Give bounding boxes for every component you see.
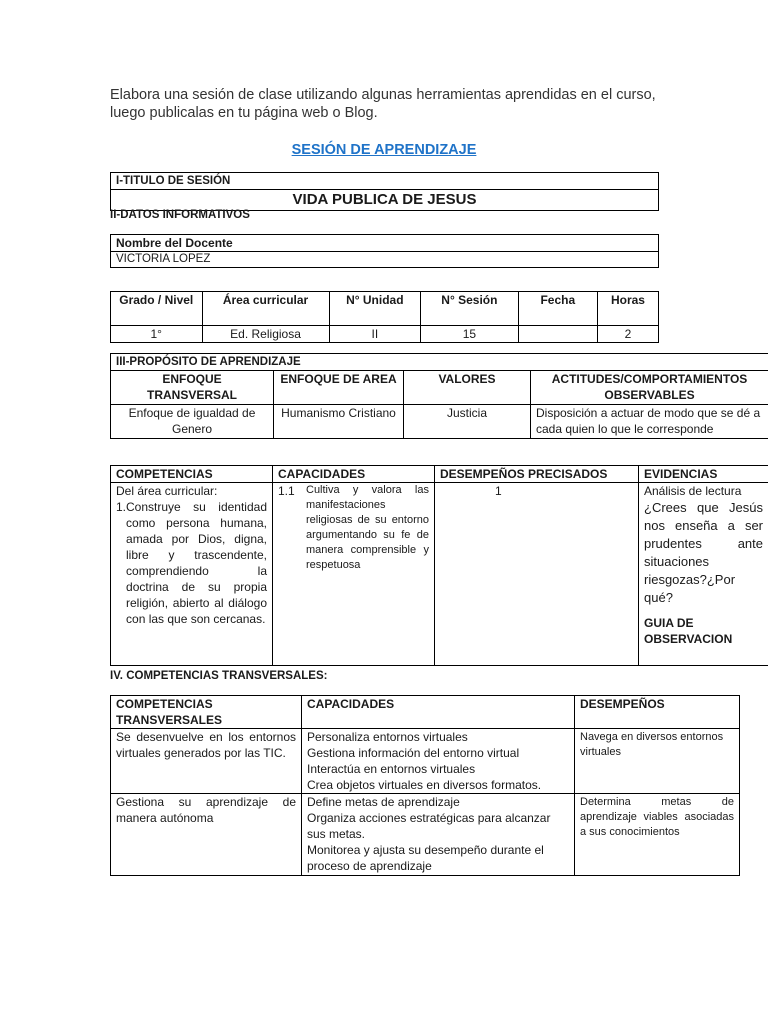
info-header: Área curricular xyxy=(202,292,329,326)
evidencia-question: ¿Crees que Jesús nos enseña a ser prudentes ante situaciones riesgozas?¿Por qué? xyxy=(644,500,763,605)
info-value xyxy=(518,326,597,343)
teacher-name: VICTORIA LOPEZ xyxy=(111,252,659,268)
competencia-cell xyxy=(111,483,273,666)
capacidad-item: Define metas de aprendizaje xyxy=(307,795,460,809)
competencias-header: COMPETENCIAS xyxy=(111,466,273,483)
transversal-capacidades xyxy=(302,794,575,876)
evidencia-guia: GUIA DE OBSERVACION xyxy=(644,616,733,646)
transversales-header: DESEMPEÑOS xyxy=(575,696,740,729)
info-table xyxy=(110,291,659,343)
transversales-header: COMPETENCIAS TRANSVERSALES xyxy=(111,696,302,729)
capacidad-item: Monitorea y ajusta su desempeño durante el proceso de aprendizaje xyxy=(307,843,544,873)
teacher-table xyxy=(110,234,659,268)
competencia-text: Construye su identidad como persona humana, amada por Dios, digna, libre y trascendente, comprendiendo la doctrina de su propia religión, abierto al diálogo con las que son cercanas. xyxy=(126,500,267,626)
session-title-table xyxy=(110,172,659,211)
capacidad-number: 1.1 xyxy=(278,484,295,498)
info-value: II xyxy=(329,326,421,343)
capacidad-text: Cultiva y valora las manifestaciones religiosas de su entorno argumentando su fe de manera comprensible y respetuosa xyxy=(306,484,429,571)
transversales-header: CAPACIDADES xyxy=(302,696,575,729)
info-header: N° Unidad xyxy=(329,292,421,326)
capacidad-item: Organiza acciones estratégicas para alcanzar sus metas. xyxy=(307,811,551,841)
evidencia-cell xyxy=(639,483,768,666)
proposito-header: ENFOQUE TRANSVERSAL xyxy=(111,371,274,405)
competencia-area: Del área curricular: xyxy=(116,484,218,498)
info-value: 1° xyxy=(111,326,203,343)
info-value: 2 xyxy=(597,326,658,343)
info-header: Fecha xyxy=(518,292,597,326)
info-header: Grado / Nivel xyxy=(111,292,203,326)
proposito-header: ENFOQUE DE AREA xyxy=(274,371,404,405)
info-value: 15 xyxy=(421,326,519,343)
competencia-number: 1. xyxy=(116,500,127,514)
competencias-table xyxy=(110,465,768,666)
desempeno-value: 1 xyxy=(495,484,502,498)
transversal-competencia: Se desenvuelve en los entornos virtuales generados por las TIC. xyxy=(111,729,302,794)
desempeno-cell xyxy=(435,483,639,666)
transversal-capacidades xyxy=(302,729,575,794)
transversal-desempeno: Navega en diversos entornos virtuales xyxy=(575,729,740,794)
transversal-desempeno: Determina metas de aprendizaje viables asociadas a sus conocimientos xyxy=(575,794,740,876)
capacidad-item: Gestiona información del entorno virtual xyxy=(307,746,520,760)
enfoque-area: Humanismo Cristiano xyxy=(274,405,404,439)
evidencia-analysis: Análisis de lectura xyxy=(644,484,742,498)
valores: Justicia xyxy=(404,405,531,439)
competencias-header: CAPACIDADES xyxy=(273,466,435,483)
transversal-competencia: Gestiona su aprendizaje de manera autónoma xyxy=(111,794,302,876)
proposito-header: ACTITUDES/COMPORTAMIENTOS OBSERVABLES xyxy=(531,371,768,405)
proposito-label: III-PROPÓSITO DE APRENDIZAJE xyxy=(111,354,768,371)
competencias-header: EVIDENCIAS xyxy=(639,466,768,483)
info-header: N° Sesión xyxy=(421,292,519,326)
transversales-label: IV. COMPETENCIAS TRANSVERSALES: xyxy=(110,670,328,682)
session-title-label: I-TITULO DE SESIÓN xyxy=(111,173,659,190)
session-title-value: VIDA PUBLICA DE JESUS xyxy=(111,190,659,211)
actitudes: Disposición a actuar de modo que se dé a cada quien lo que le corresponde xyxy=(531,405,768,439)
capacidad-cell xyxy=(273,483,435,666)
enfoque-transversal: Enfoque de igualdad de Genero xyxy=(111,405,274,439)
proposito-table xyxy=(110,353,768,439)
competencias-header: DESEMPEÑOS PRECISADOS xyxy=(435,466,639,483)
proposito-header: VALORES xyxy=(404,371,531,405)
teacher-label: Nombre del Docente xyxy=(111,235,659,252)
info-header: Horas xyxy=(597,292,658,326)
intro-text: Elabora una sesión de clase utilizando algunas herramientas aprendidas en el curso, luego publicalas en tu página web o Blog. xyxy=(110,87,656,121)
document-title: SESIÓN DE APRENDIZAJE xyxy=(291,142,477,158)
info-value: Ed. Religiosa xyxy=(202,326,329,343)
transversales-table xyxy=(110,695,740,876)
capacidad-item: Personaliza entornos virtuales xyxy=(307,730,468,744)
capacidad-item: Crea objetos virtuales en diversos formatos. xyxy=(307,778,542,792)
datos-informativos-label: II-DATOS INFORMATIVOS xyxy=(110,209,250,221)
capacidad-item: Interactúa en entornos virtuales xyxy=(307,762,476,776)
